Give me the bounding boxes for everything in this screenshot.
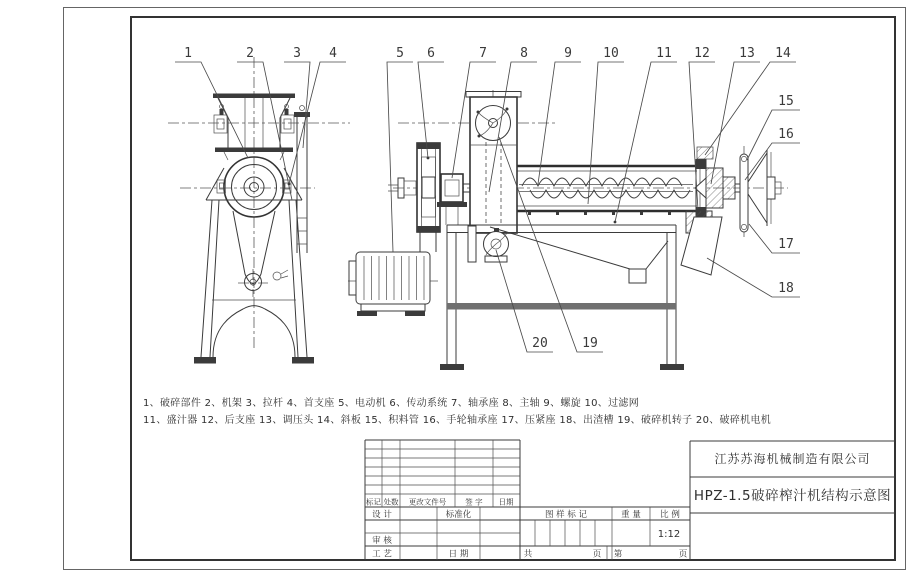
revision-header-change-doc: 更改文件号 <box>408 497 447 507</box>
handwheel-hub <box>767 177 775 199</box>
callout-label-2: 2 <box>246 46 254 61</box>
role-craft: 工 艺 <box>372 549 392 560</box>
label-page: 页 <box>592 549 602 560</box>
legend-line-2: 11、盛汁器 12、后支座 13、调压头 14、斜板 15、积料管 16、手轮轴承座 17、压紧座 18、出渣槽 19、破碎机转子 20、破碎机电机 <box>143 415 772 426</box>
callout-label-3: 3 <box>293 46 301 61</box>
parts-legend <box>143 396 771 426</box>
role-check: 审 核 <box>372 536 392 546</box>
callout-label-18: 18 <box>778 281 794 296</box>
label-drawing-mark: 图 样 标 记 <box>544 510 588 520</box>
screw-barrel <box>510 166 700 215</box>
role-design: 设 计 <box>372 510 392 520</box>
callout-label-1: 1 <box>184 46 192 61</box>
role-date: 日 期 <box>448 549 469 560</box>
callout-label-10: 10 <box>603 46 619 61</box>
title-block <box>365 440 895 560</box>
shaft-bearing <box>437 174 467 225</box>
callout-label-14: 14 <box>775 46 791 61</box>
crusher-column <box>466 92 521 234</box>
callout-label-11: 11 <box>656 46 672 61</box>
callout-label-15: 15 <box>778 94 794 109</box>
callout-label-9: 9 <box>564 46 572 61</box>
revision-header-signature: 签 字 <box>465 497 483 507</box>
revision-header-count: 处数 <box>383 497 399 507</box>
machine-frame <box>440 225 684 370</box>
revision-header-date: 日期 <box>498 497 514 507</box>
label-sheet: 第 <box>613 549 623 560</box>
callout-label-4: 4 <box>329 46 337 61</box>
label-weight: 重 量 <box>621 510 641 520</box>
callout-label-16: 16 <box>778 127 794 142</box>
company-name: 江苏苏海机械制造有限公司 <box>714 452 871 466</box>
callout-label-6: 6 <box>427 46 435 61</box>
callout-label-19: 19 <box>582 336 598 351</box>
label-page-2: 页 <box>678 549 688 560</box>
role-standardization: 标准化 <box>445 510 472 520</box>
juice-collector-funnel <box>490 227 668 283</box>
callout-label-5: 5 <box>396 46 404 61</box>
callout-label-13: 13 <box>739 46 755 61</box>
label-scale: 比 例 <box>660 510 680 520</box>
drive-pulley <box>417 143 440 232</box>
drawing-title: HPZ-1.5破碎榨汁机结构示意图 <box>693 488 892 504</box>
pressure-head-assembly <box>681 147 781 275</box>
main-motor <box>349 252 430 316</box>
revision-header-mark: 标记 <box>366 497 381 507</box>
side-view <box>349 92 781 371</box>
legend-line-1: 1、破碎部件 2、机架 3、拉杆 4、首支座 5、电动机 6、传动系统 7、轴承座 8、主轴 9、螺旋 10、过滤网 <box>143 398 639 409</box>
callout-label-7: 7 <box>479 46 487 61</box>
callout-label-17: 17 <box>778 237 794 252</box>
callout-label-20: 20 <box>532 336 548 351</box>
scale-value: 1:12 <box>657 529 681 540</box>
callout-label-8: 8 <box>520 46 528 61</box>
callout-label-12: 12 <box>694 46 710 61</box>
label-total: 共 <box>523 549 533 560</box>
handwheel-stem <box>740 154 748 232</box>
